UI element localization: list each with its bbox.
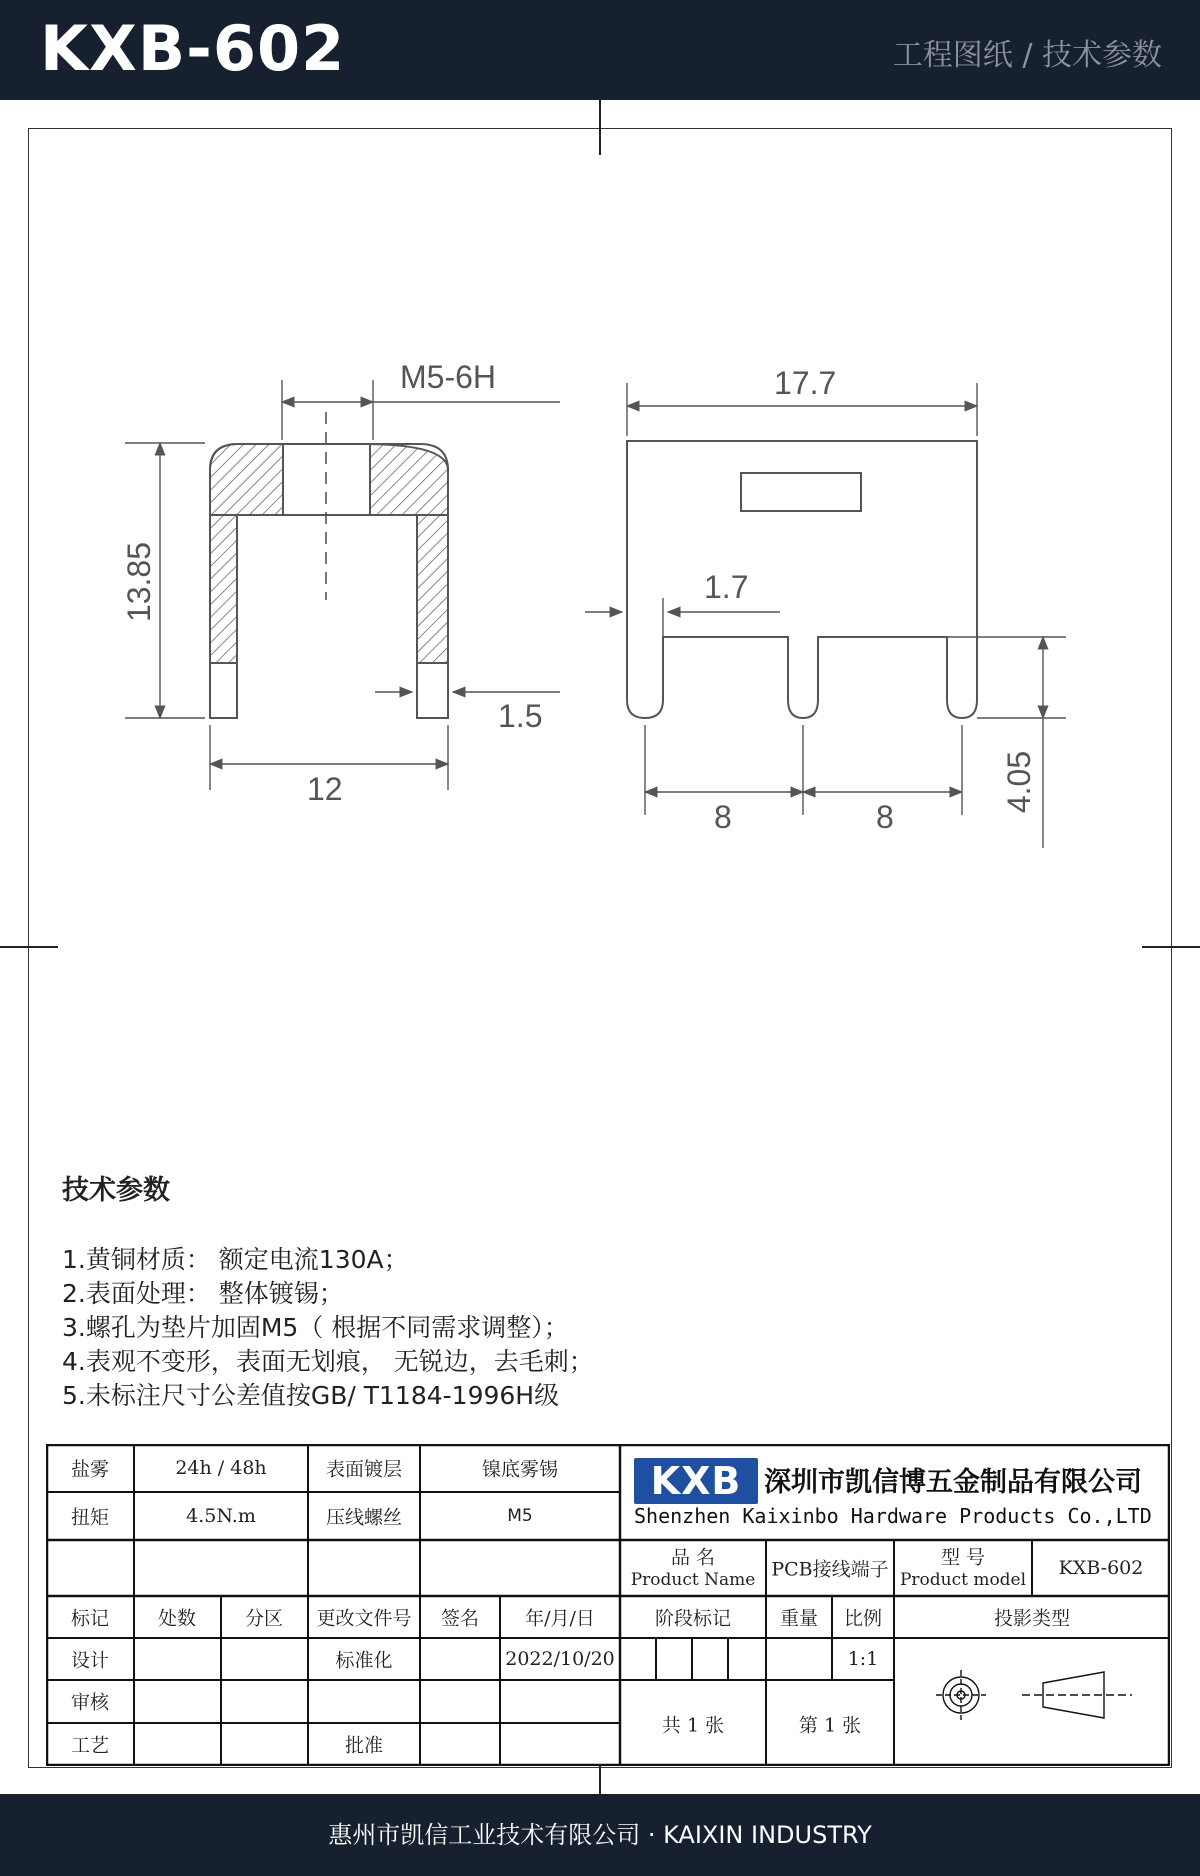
param-line: 2.表面处理： 整体镀锡； [62, 1279, 344, 1308]
label-gap: 1.7 [704, 569, 749, 605]
process-label: 工艺 [70, 1734, 110, 1757]
date-value: 2022/10/20 [505, 1648, 615, 1670]
plating-value: 镍底雾锡 [481, 1458, 559, 1481]
label-pin-length: 4.05 [1001, 750, 1037, 814]
label-thread: M5-6H [400, 359, 497, 395]
label-width-right: 17.7 [774, 365, 837, 401]
screw-label: 压线螺丝 [325, 1506, 403, 1529]
product-name-value: PCB接线端子 [771, 1558, 889, 1581]
projection-label: 投影类型 [993, 1607, 1071, 1630]
label-pitch-1: 8 [714, 799, 732, 835]
company-name-cn: 深圳市凯信博五金制品有限公司 [764, 1467, 1142, 1498]
zone-label: 分区 [244, 1607, 284, 1630]
standard-label: 标准化 [335, 1649, 393, 1672]
product-model-value: KXB-602 [1058, 1557, 1144, 1579]
label-wall: 1.5 [498, 698, 543, 734]
product-name-label-en: Product Name [630, 1570, 756, 1590]
frame-tick-bottom [599, 1766, 601, 1794]
title-block [46, 1444, 1170, 1766]
footer-bar: 惠州市凯信工业技术有限公司 · KAIXIN INDUSTRY [0, 1794, 1200, 1876]
count-label: 处数 [157, 1607, 197, 1630]
sign-label: 签名 [440, 1607, 480, 1630]
sheet-number: 第 1 张 [798, 1714, 862, 1737]
mark-label: 标记 [70, 1607, 110, 1630]
change-doc-label: 更改文件号 [316, 1607, 412, 1630]
torque-value: 4.5N.m [186, 1505, 256, 1527]
stage-label: 阶段标记 [654, 1607, 732, 1630]
company-logo: KXB [634, 1458, 758, 1504]
scale-value: 1:1 [847, 1648, 879, 1670]
model-title: KXB-602 [40, 12, 346, 85]
param-line: 5.未标注尺寸公差值按GB/ T1184-1996H级 [62, 1381, 560, 1410]
weight-label: 重量 [779, 1607, 819, 1630]
product-name-label-cn: 品 名 [670, 1546, 716, 1569]
approve-label: 批准 [344, 1734, 384, 1757]
param-line: 1.黄铜材质： 额定电流130A； [62, 1245, 409, 1274]
label-width-left: 12 [307, 771, 343, 807]
front-view [585, 383, 1066, 848]
header-subtitle: 工程图纸 / 技术参数 [892, 38, 1162, 73]
product-model-label-en: Product model [899, 1570, 1027, 1590]
params-title: 技术参数 [62, 1175, 170, 1206]
plating-label: 表面镀层 [325, 1458, 403, 1481]
design-label: 设计 [70, 1649, 110, 1672]
review-label: 审核 [70, 1691, 110, 1714]
torque-label: 扭矩 [70, 1506, 110, 1529]
total-sheets: 共 1 张 [661, 1714, 725, 1737]
label-pitch-2: 8 [876, 799, 894, 835]
label-height: 13.85 [121, 541, 157, 623]
scale-label: 比例 [843, 1607, 883, 1630]
side-view [125, 380, 560, 790]
product-model-label-cn: 型 号 [940, 1546, 986, 1569]
salt-value: 24h / 48h [175, 1457, 267, 1479]
salt-label: 盐雾 [70, 1458, 110, 1481]
company-name-en: Shenzhen Kaixinbo Hardware Products Co.,LTD [634, 1504, 1152, 1528]
projection-symbol [936, 1670, 1132, 1720]
tech-params [62, 1168, 962, 1413]
param-line: 3.螺孔为垫片加固M5（ 根据不同需求调整）； [62, 1313, 569, 1342]
param-line: 4.表观不变形，表面无划痕， 无锐边，去毛刺； [62, 1347, 594, 1376]
screw-value: M5 [507, 1506, 533, 1526]
date-label: 年/月/日 [525, 1607, 595, 1630]
